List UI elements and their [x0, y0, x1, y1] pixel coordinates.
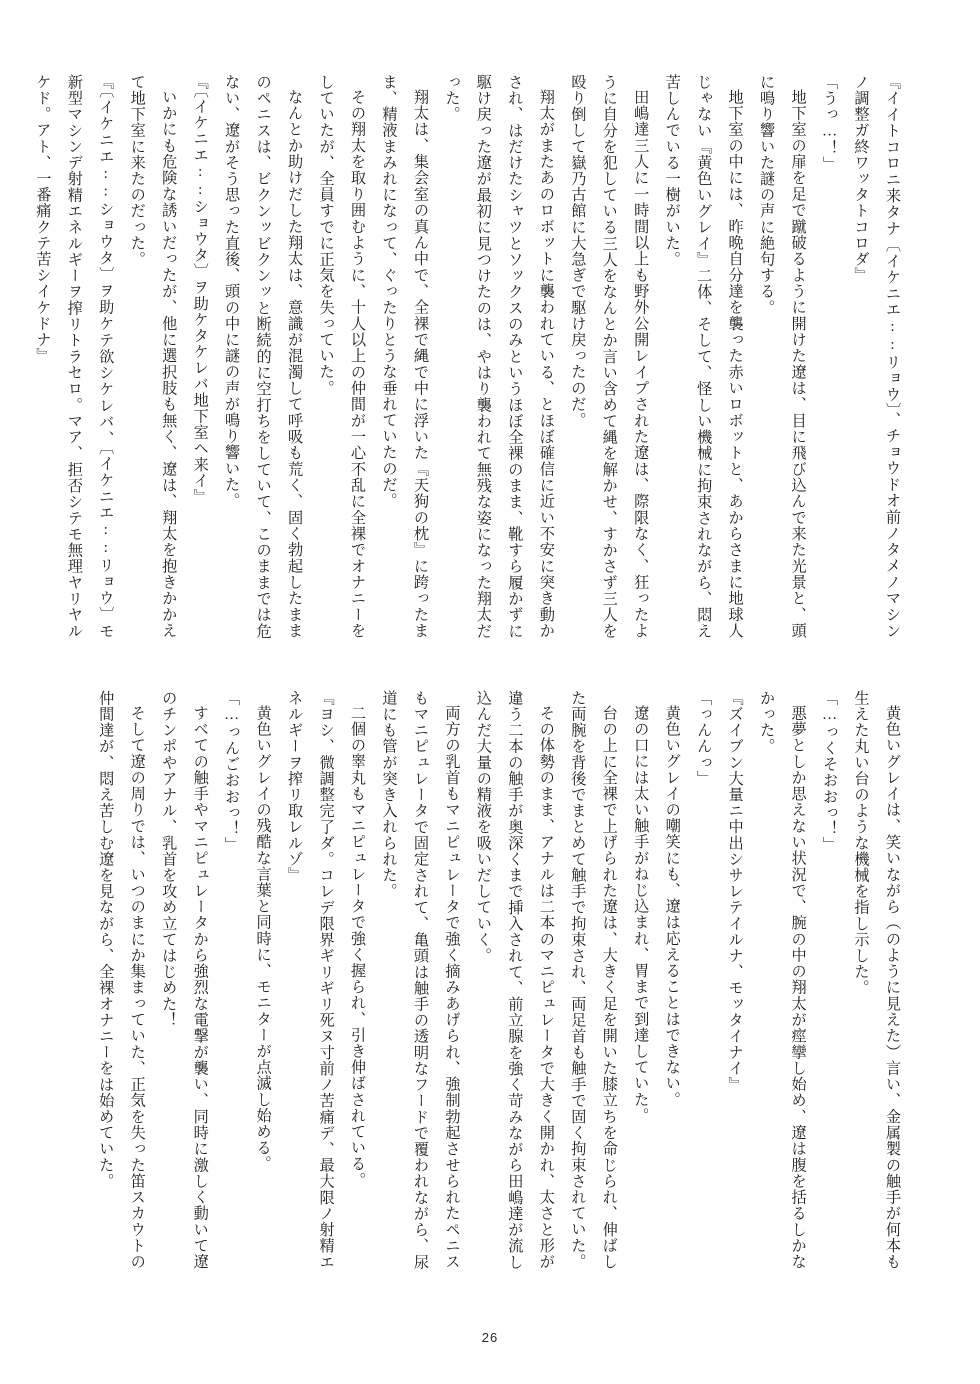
paragraph: 「うっ…！」: [821, 74, 839, 173]
paragraph: なんとか助けだした翔太は、意識が混濁して呼吸も荒く、固く勃起したままのペニスは、ビクンッビクンッと断続的に空打ちをしていて、このままでは危ない、遼がそう思った直後、頭の中に謎の声が鳴り響いた。: [223, 74, 304, 639]
text-block-bottom: [97, 690, 908, 1270]
paragraph: そして遼の周りでは、いつのまにか集まっていた、正気を失った笛スカウトの仲間達が、悶え苦しむ遼を見ながら、全裸オナニーをは始めていた。: [97, 690, 146, 1270]
paragraph: 翔太は、集会室の真ん中で、全裸で縄で中に浮いた『天狗の枕』に跨ったまま、精液まみれになって、ぐったりとうな垂れていたのだ。: [380, 74, 429, 639]
paragraph: 翔太がまたあのロボットに襲われている、とほぼ確信に近い不安に突き動かされ、はだけたシャツとソックスのみというほぼ全裸のまま、靴すら履かずに駆け戻った遼が最初に見つけたのは、やはり襲われて無残な姿になった翔太だった。: [443, 74, 555, 639]
paragraph: 地下室の扉を足で蹴破るように開けた遼は、目に飛び込んで来た光景と、頭に鳴り響いた謎の声に絶句する。: [758, 74, 807, 639]
page-number: 26: [481, 1330, 499, 1345]
paragraph: 地下室の中には、昨晩自分達を襲った赤いロボットと、あからさまに地球人じゃない『黄色いグレイ』二体、そして、怪しい機械に拘束されながら、悶え苦しんでいる一樹がいた。: [663, 74, 744, 639]
paragraph: 『ヨシ、微調整完了ダ。コレデ限界ギリギリ死ヌ寸前ノ苦痛デ、最大限ノ射精エネルギーヲ搾リ取レルゾ』: [286, 690, 335, 1270]
paragraph: 「…っんごおおっ！」: [223, 690, 241, 853]
paragraph: 黄色いグレイは、笑いながら（のように見えた）言い、金属製の触手が何本も生えた丸い台のような機械を指し示した。: [852, 690, 901, 1270]
paragraph: 黄色いグレイの残酷な言葉と同時に、モニターが点滅し始める。: [254, 705, 272, 1173]
paragraph: 『〔イケニエ::ショウタ〕ヲ助ケタケレバ地下室ヘ来イ』: [191, 74, 209, 505]
paragraph: 両方の乳首もマニピュレータで強く摘みあげられ、強制勃起させられたペニスもマニピュレータで固定されて、亀頭は触手の透明なフードで覆われながら、尿道にも管が突き入れられた。: [380, 690, 461, 1270]
paragraph: その翔太を取り囲むように、十人以上の仲間が一心不乱に全裸でオナニーをしていたが、全員すでに正気を失っていた。: [317, 74, 367, 639]
paragraph: 「っんんっ」: [695, 690, 713, 787]
paragraph: 田嶋達三人に一時間以上も野外公開レイプされた遼は、際限なく、狂ったように自分を犯している三人をなんとか言い含めて縄を解かせ、すかさず三人を殴り倒して嶽乃古館に大急ぎで駆け戻ったのだ。: [569, 74, 650, 639]
paragraph: その体勢のまま、アナルは二本のマニピュレータで大きく開かれ、太さと形が違う二本の触手が奥深くまで挿入されて、前立腺を強く苛みながら田嶋達が流し込んだ大量の精液を吸いだしていく。: [474, 690, 555, 1270]
paragraph: 黄色いグレイの嘲笑にも、遼は応えることはできない。: [663, 705, 681, 1108]
paragraph: 二個の睾丸もマニピュレータで強く握られ、引き伸ばされている。: [349, 705, 367, 1189]
paragraph: 悪夢としか思えない状況で、腕の中の翔太が痙攣し始め、遼は腹を括るしかなかった。: [758, 690, 807, 1270]
paragraph: 遼の口には太い触手がねじ込まれ、胃まで到達していた。: [632, 705, 650, 1124]
paragraph: 『〔イケニエ::ショウタ〕ヲ助ケテ欲シケレバ、〔イケニエ::リョウ〕モ新型マシンデ射精エネルギーヲ搾リトラセロ。マア、拒否シテモ無理ヤリヤルケド。アト、一番痛クテ苦シイケドナ』: [34, 74, 115, 639]
paragraph: すべての触手やマニピュレータから強烈な電撃が襲い、同時に激しく動いて遼のチンポやアナル、乳首を攻め立てはじめた！: [160, 690, 209, 1270]
paragraph: いかにも危険な誘いだったが、他に選択肢も無く、遼は、翔太を抱きかかえて地下室に来たのだった。: [128, 74, 178, 639]
paragraph: 「…っくそおおっ！」: [821, 690, 839, 853]
paragraph: 台の上に全裸で上げられた遼は、大きく足を開いた膝立ちを命じられ、伸ばした両腕を背後でまとめて触手で拘束され、両足首も触手で固く拘束されていた。: [569, 690, 618, 1270]
text-block-top: [34, 74, 908, 639]
paragraph: 『ズイブン大量ニ中出シサレテイルナ、モッタイナイ』: [726, 690, 744, 1093]
paragraph: 『イイトコロニ来タナ〔イケニエ::リョウ〕、チョウドオ前ノタメノマシンノ調整ガ終ワッタトコロダ』: [852, 74, 901, 639]
